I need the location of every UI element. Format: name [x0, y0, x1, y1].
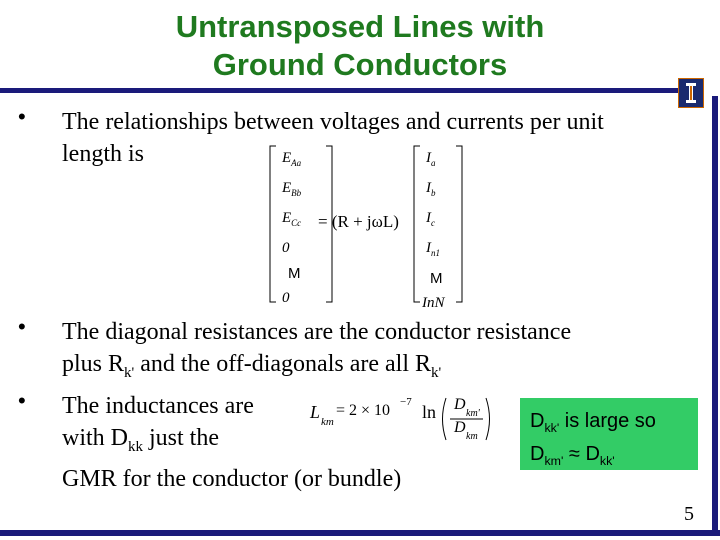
- right-vector-entry: $I_c$: [426, 210, 435, 228]
- university-logo-icon: [678, 78, 704, 108]
- left-vector-entry: M: [288, 265, 301, 282]
- left-vector-entry: 0: [282, 240, 290, 256]
- right-vector-entry: InN: [422, 295, 445, 311]
- footer-divider: [0, 530, 720, 536]
- left-vector-entry: $E_{Bb}$: [282, 180, 302, 198]
- bullet-3-line-2: with $D_{kk}$ just the: [62, 425, 219, 455]
- title-divider: [0, 88, 690, 93]
- bullet-2-text: [62, 316, 571, 389]
- left-vector-entry: $E_{Aa}$: [282, 150, 302, 168]
- callout-line-2: $D_{km'} \approx D_{kk'}$: [530, 443, 615, 468]
- right-vector-entry: $I_b$: [426, 180, 436, 198]
- left-vector-entry: 0: [282, 290, 290, 306]
- title-line-2: Ground Conductors: [212, 47, 508, 82]
- page-title: [100, 8, 620, 84]
- left-vector-entry: $E_{Cc}$: [282, 210, 302, 228]
- left-vector: [282, 146, 301, 311]
- bullet-dot-2: •: [18, 314, 26, 339]
- bullet-dot-3: •: [18, 388, 26, 413]
- bullet-dot-1: •: [18, 104, 26, 129]
- inductance-equation: L km = 2 × 10 −7 ln D km' D km: [310, 396, 494, 442]
- callout-line-1: $D_{kk'}$ is large so: [530, 410, 656, 435]
- bullet-1-line-2: length is: [62, 141, 144, 167]
- right-border: [712, 96, 718, 536]
- logo-mark-icon: [686, 83, 696, 103]
- right-vector-entry: $I_a$: [426, 150, 436, 168]
- bullet-2-line-2: plus $R_{k'}$ and the off-diagonals are all $R_{k'}$: [62, 351, 442, 381]
- right-vector-entry: M: [430, 270, 443, 287]
- title-line-1: Untransposed Lines with: [175, 9, 545, 44]
- bullet-2-line-1: The diagonal resistances are the conductor resistance: [62, 319, 572, 345]
- impedance-operator: = (R + jωL): [318, 212, 399, 231]
- bullet-1-line-1: The relationships between voltages and currents per unit: [62, 109, 604, 135]
- bullet-3-line-3: GMR for the conductor (or bundle): [62, 465, 402, 492]
- callout-box: [520, 398, 698, 470]
- right-vector: [422, 146, 445, 316]
- bullet-3-line-1: The inductances are: [62, 393, 254, 419]
- page-number: 5: [684, 503, 694, 525]
- right-vector-entry: $I_{n1}$: [426, 240, 440, 258]
